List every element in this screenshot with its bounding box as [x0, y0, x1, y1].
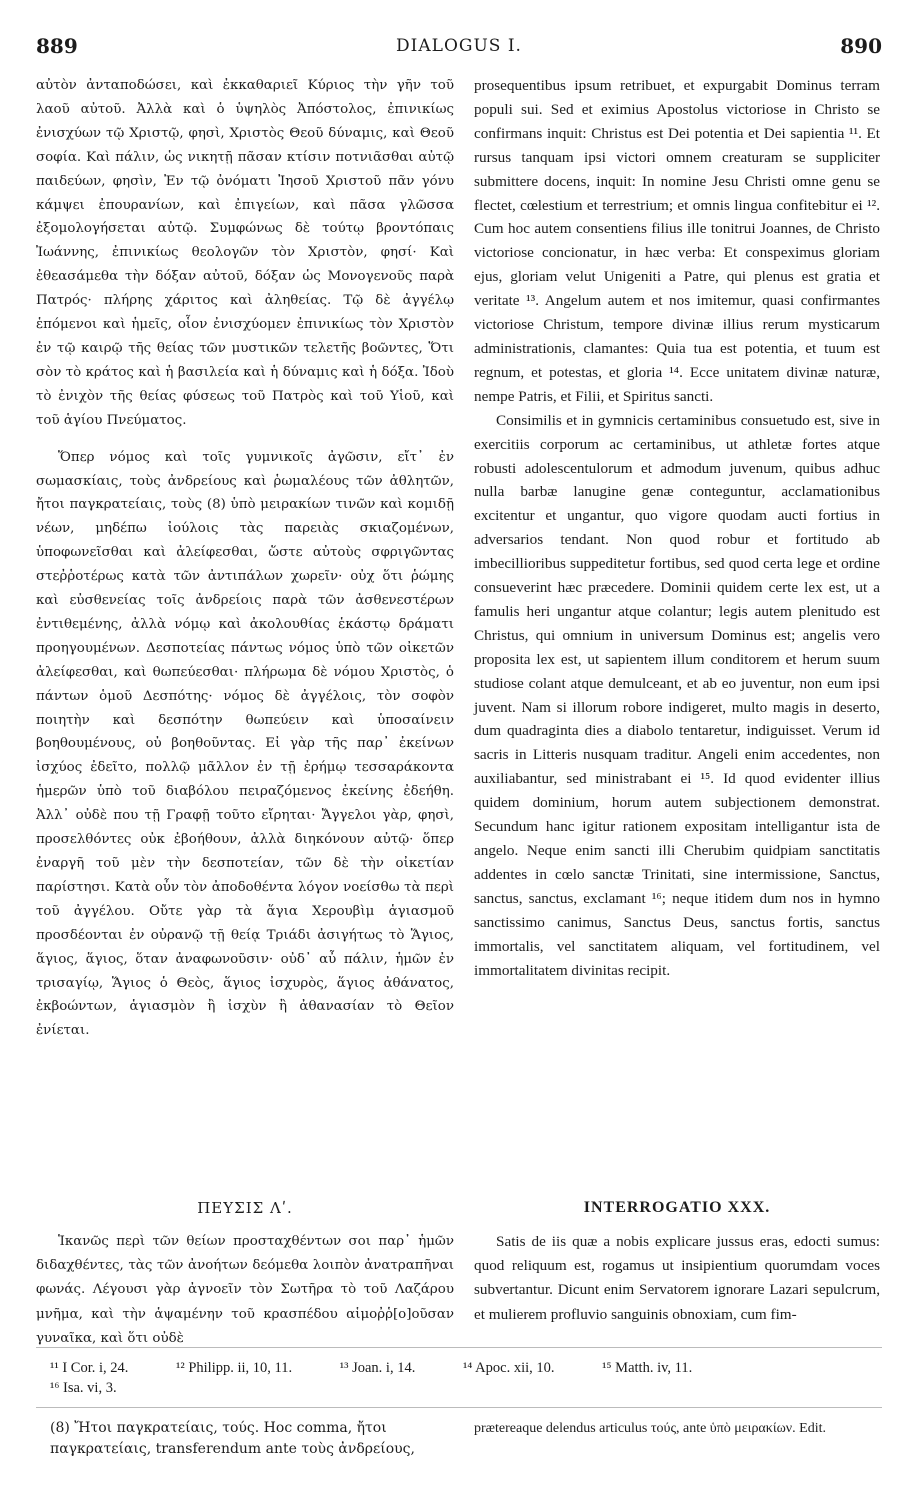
reference-item: ¹³ Joan. i, 14. [339, 1360, 416, 1376]
page-number-right: 890 [840, 34, 882, 58]
latin-question-paragraph: Satis de iis quæ a nobis explicare jussus eras, edocti sumus: quod reliquum est, rogamus ut insipientium quorumdam voces subvertantur. Dicunt enim Servatorem ignorare Lazari sepulcrum, et mulierem profluvio sanguinis obnoxiam, cum fim- [474, 1233, 880, 1323]
greek-column [36, 74, 454, 1043]
latin-paragraph-2: Consimilis et in gymnicis certaminibus consuetudo est, sive in exercitiis corporum ac certaminibus, ut athletæ fortes atque robusti adolescentulorum et admodum juvenum, quibus adhuc nulla barbæ lanugine genæ conteguntur, acclamationibus excitentur et ungantur, quo vigore quodam aucti fortius in adversarios tendant. Non quod robur et fortitudo ab imbecillioribus suppeditetur fortibus, sed quod certa lege et ordine consueverint hæc præcedere. Dominii quidem certe lex est, ut a famulis heri ungantur atque colantur; legis autem plenitudo est Christus, qui omnium in universum Dominus est; angelis vero proposita lex est, ut sapientem illum conditorem et herum suum studiose colant atque demulceant, et ab eo juventur, non eum ipsi juvent. Nam si illorum robore indigeret, multo magis in deserto, dum quadraginta dies a diabolo tentaretur, indiguisset. Verum id sacris in Litteris nusquam traditur. Angeli enim accedentes, non auxiliabantur, sed ministrabant ei ¹⁵. Id quod evidenter illius quidem dominium, horum autem subjectionem demonstrat. Secundum hanc igitur rationem expositam intelligantur ista de angelo. Neque enim sancti illi Cherubim quidpiam sanctitatis addentes in cœlo sanctæ Trinitati, sine intermissione, Sanctus, sanctus, sanctus, exclamant ¹⁶; neque itidem dum nos in hymno sanctissimo canimus, Sanctus Deus, sanctus fortis, sanctus immortalis, vel sanctitatem aliquam, vel fortitudinem, vel immortalitatem divinitas recipit. [474, 411, 880, 979]
page-number-left: 889 [36, 34, 78, 58]
greek-section-heading: ΠΕΥΣΙΣ Λʹ. [197, 1199, 293, 1217]
latin-question-text [474, 1230, 880, 1327]
latin-paragraph-1: prosequentibus ipsum retribuet, et expurgabit Dominus terram populi sui. Sed et eximius Apostolus victoriose in Christo se confirmans inquit: Christus est Dei potentia et Dei sapientia ¹¹. Et rursus tanquam ipsi victori omnem creaturam se suppliciter submittere docens, inquit: In nomine Jesu Christi omne genu se flectet, cœlestium et terrestrium; et omnis lingua confitebitur ei ¹². Cum hoc autem consentiens filius ille tonitrui Joannes, de Christo victoriose concionatur, in hæc verba: Et conspeximus gloriam ejus, gloriam velut Unigeniti a Patre, qui plenus est gratia et veritate ¹³. Angelum autem et nos imitemur, quasi confirmantes victoriose Christum, tempore divinæ illius rerum mysticarum administrationis, clamantes: Quia tua est potentia, et tuum est regnum, et potestas, et gloria ¹⁴. Ecce unitatem divinæ naturæ, nempe Patris, et Filii, et Spiritus sancti. [474, 77, 880, 405]
greek-paragraph-2: Ὅπερ νόμος καὶ τοῖς γυμνικοῖς ἀγῶσιν, εἴτ᾽ ἐν σωμασκίαις, τοὺς ἀνδρείους καὶ ῥωμαλέους τῶν ἀθλητῶν, ἤτοι παγκρατείαις, τοὺς (8) ὑπὸ μειρακίων τινῶν καὶ κομιδῇ νέων, μηδέπω ἰούλοις τὰς παρειὰς σκιαζομένων, ὑποφωνεῖσθαι καὶ ἀλείφεσθαι, ὥστε αὐτοὺς σφριγῶντας στεῤῥοτέρως κατὰ τῶν ἀντιπάλων χωρεῖν· οὐχ ὅτι ῥώμης καὶ εὐσθενείας τοῖς ἀνδρείοις παρὰ τῶν ἀσθενεστέρων ἐντιθεμένης, ἀλλὰ νόμῳ καὶ ἀκολουθίας ἑκάστῳ δράματι προηγουμένων. Δεσποτείας πάντως νόμος ὑπὸ τῶν οἰκετῶν ἀλείφεσθαι, καὶ θωπεύεσθαι· πλήρωμα δὲ νόμου Χριστὸς, ὁ πάντων ὁμοῦ Δεσπότης· νόμος δὲ ἀγγέλοις, τὸν σοφὸν ποιητὴν καὶ δεσπότην θωπεύειν καὶ ὑποσαίνειν βοηθουμένους, οὐ βοηθοῦντας. Εἰ γὰρ τῆς παρ᾽ ἐκείνων ἰσχύος ἐδεῖτο, πολλῷ μᾶλλον ἐν τῇ ἐρήμῳ τεσσαράκοντα ἡμερῶν ὑπὸ τοῦ διαβόλου πειραζόμενος ἐκείνης ἐδεήθη. Ἀλλ᾽ οὐδὲ που τῇ Γραφῇ τοῦτο εἴρηται· Ἄγγελοι γὰρ, φησὶ, προσελθόντες οὐκ ἐβοήθουν, ἀλλὰ διηκόνουν αὐτῷ· ὅπερ ἐναργῆ τοῦ μὲν τὴν δεσποτείαν, τῶν δὲ τὴν οἰκετίαν παρίστησι. Κατὰ οὖν τὸν ἀποδοθέντα λόγον νοείσθω τὰ περὶ τοῦ ἀγγέλου. Οὔτε γὰρ τὰ ἅγια Χερουβὶμ ἁγιασμοῦ προσδέονται ἐν οὐρανῷ τῇ θείᾳ Τριάδι ἀσιγήτως τὸ Ἅγιος, ἅγιος, ἅγιος, ὅταν ἀναφωνοῦσιν· οὐδ᾽ αὖ πάλιν, ἡμῶν ἐν τρισαγίῳ, Ἅγιος ὁ Θεὸς, ἅγιος ἰσχυρὸς, ἅγιος ἀθάνατος, ἐκβοώντων, ἁγιασμὸν ἢ ἰσχὺν ἢ ἀθανασίαν τὸ Θεῖον ἐνίεται. [36, 449, 454, 1039]
greek-question-text [36, 1230, 454, 1351]
footnote-right: prætereaque delendus articulus τούς, ante ὑπὸ μειρακίων. Edit. [474, 1421, 826, 1436]
footnote-divider [36, 1407, 882, 1408]
references-line-2: ¹⁶ Isa. vi, 3. [50, 1380, 117, 1396]
reference-item: ¹⁴ Apoc. xii, 10. [462, 1360, 555, 1376]
greek-question-paragraph: Ἱκανῶς περὶ τῶν θείων προσταχθέντων σοι παρ᾽ ἡμῶν διδαχθέντες, τὰς τῶν ἀνοήτων δεόμεθα λοιπὸν ἀνατραπῆναι φωνάς. Λέγουσι γὰρ ἀγνοεῖν τὸν Σωτῆρα τὸ τοῦ Λαζάρου μνῆμα, καὶ τὴν ἁψαμένην τοῦ κρασπέδου αἱμοῤῥ[ο]οῦσαν γυναῖκα, καὶ ὅτι οὐδὲ [36, 1234, 454, 1346]
reference-item: ¹¹ I Cor. i, 24. [50, 1360, 129, 1376]
greek-paragraph-1: αὐτὸν ἀνταποδώσει, καὶ ἐκκαθαριεῖ Κύριος τὴν γῆν τοῦ λαοῦ αὐτοῦ. Ἀλλὰ καὶ ὁ ὑψηλὸς Ἀπόστολος, ἐπινικίως ἐνισχύων τῷ Χριστῷ, φησὶ, Χριστὸς Θεοῦ δύναμις, καὶ Θεοῦ σοφία. Καὶ πάλιν, ὡς νικητῇ πᾶσαν κτίσιν ποτνιᾶσθαι αὐτῷ παιδεύων, φησὶν, Ἐν τῷ ὀνόματι Ἰησοῦ Χριστοῦ πᾶν γόνυ κάμψει ἐπουρανίων, καὶ ἐπιγείων, καὶ πᾶσα γλῶσσα ἐξομολογήσεται αὐτῷ. Συμφώνως δὲ τούτῳ βροντόπαις Ἰωάννης, ἐπινικίως θεολογῶν τὸν Χριστὸν, φησί· Καὶ ἐθεασάμεθα τὴν δόξαν αὐτοῦ, δόξαν ὡς Μονογενοῦς παρὰ Πατρός· πλήρης χάριτος καὶ ἀληθείας. Τῷ δὲ ἀγγέλῳ ἑπόμενοι καὶ ἡμεῖς, οἷον ἐνισχύομεν ἐπινικίως τὸν Χριστὸν ἐν τῷ καιρῷ τῆς θείας τῶν μυστικῶν τελετῆς βοῶντες, Ὅτι σὸν τὸ κράτος καὶ ἡ βασιλεία καὶ ἡ δύναμις καὶ ἡ δόξα. Ἰδοὺ τὸ ἐνιχὸν τῆς θείας φύσεως τοῦ Πατρὸς καὶ τοῦ Υἱοῦ, καὶ τοῦ ἁγίου Πνεύματος. [36, 78, 454, 428]
reference-item: ¹⁵ Matth. iv, 11. [602, 1360, 693, 1376]
latin-column [474, 74, 880, 982]
page-header [36, 34, 882, 60]
scripture-references [50, 1358, 882, 1398]
references-divider [36, 1347, 882, 1348]
footnote-left: (8) Ἤτοι παγκρατείαις, τούς. Hoc comma, ἤτοι παγκρατείαις, transferendum ante τοὺς ἀνδρείους, [50, 1420, 415, 1457]
references-line-1 [50, 1358, 882, 1378]
running-title: DIALOGUS I. [396, 36, 522, 56]
reference-item: ¹² Philipp. ii, 10, 11. [176, 1360, 293, 1376]
latin-section-heading: INTERROGATIO XXX. [583, 1199, 771, 1216]
